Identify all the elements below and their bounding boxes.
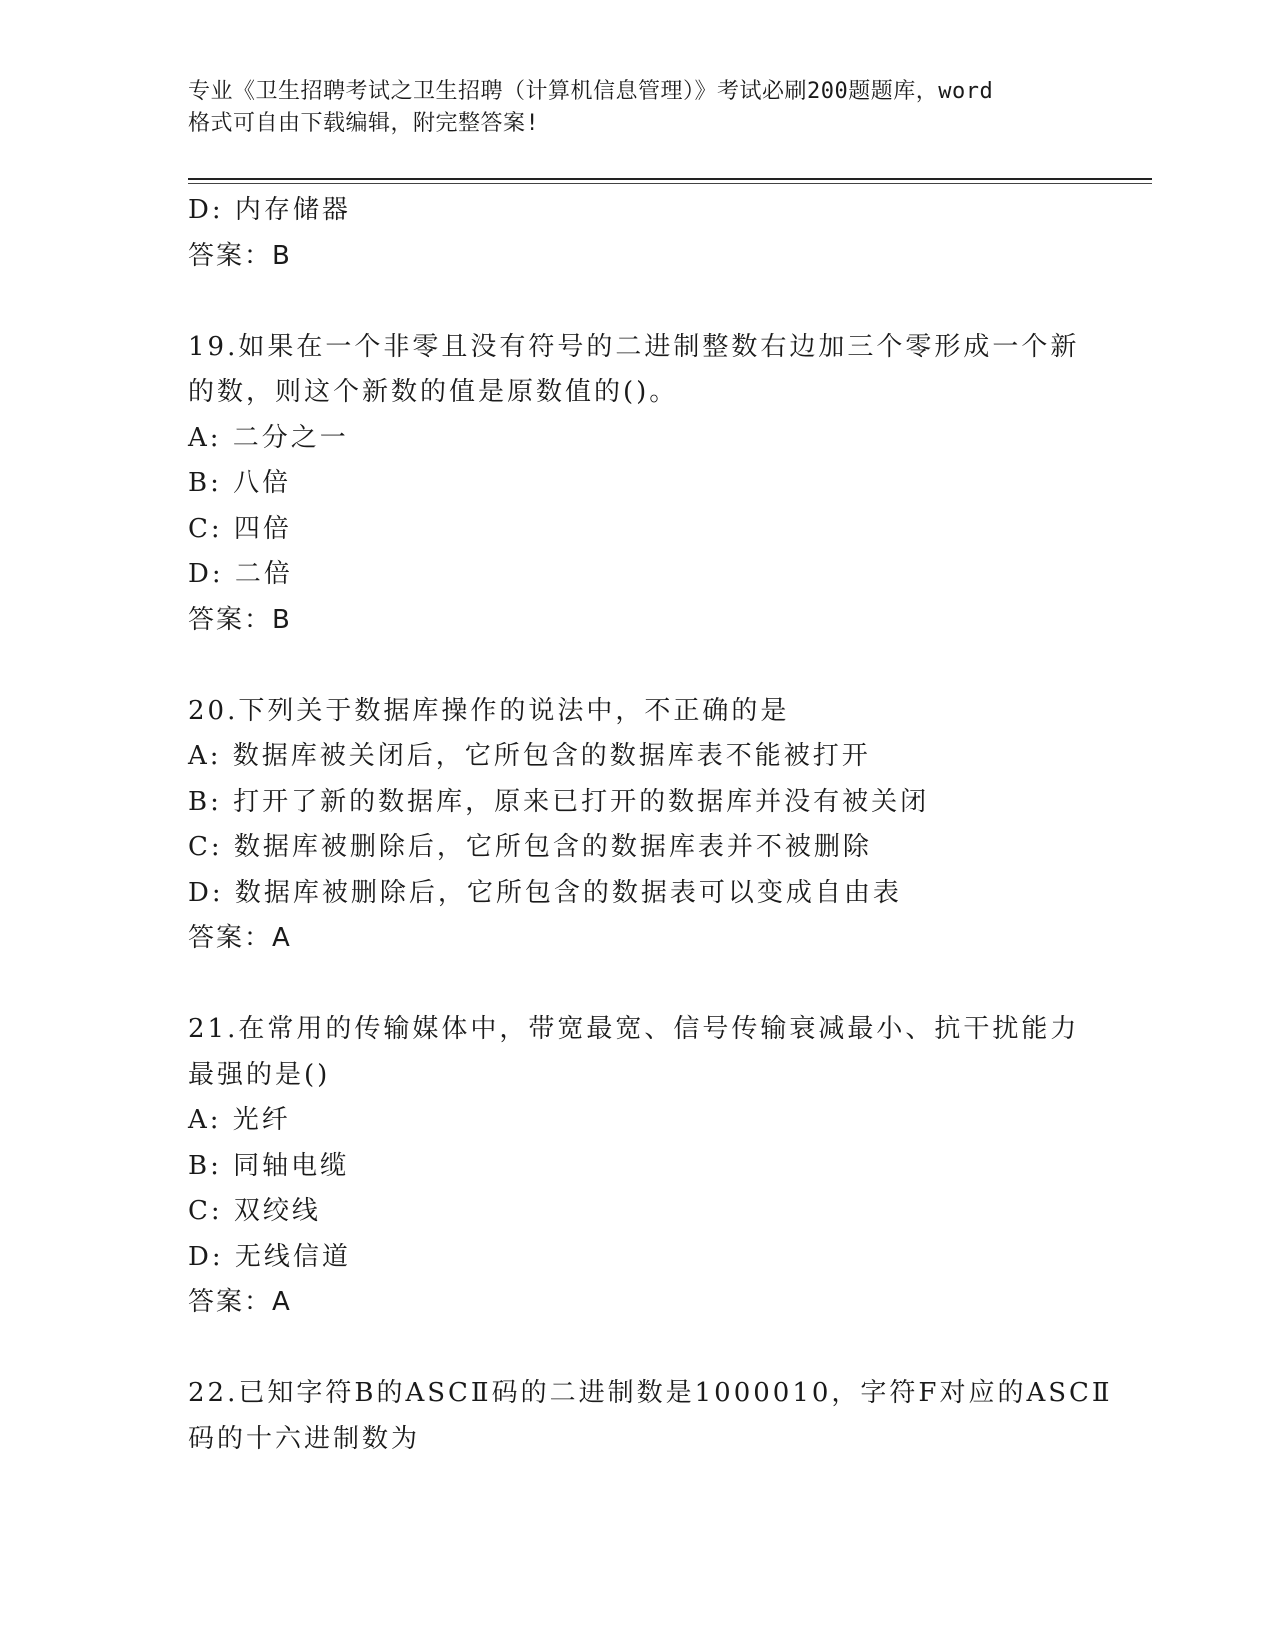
question-text-line: 20.下列关于数据库操作的说法中，不正确的是 <box>188 695 790 726</box>
option-d: D: 二倍 <box>188 559 293 589</box>
option-a: A: 数据库被关闭后，它所包含的数据库表不能被打开 <box>188 741 871 771</box>
answer: 答案：A <box>188 923 292 953</box>
option-a: A: 光纤 <box>188 1105 291 1135</box>
header-line-2: 格式可自由下载编辑，附完整答案! <box>188 111 540 136</box>
option-b: B: 八倍 <box>188 468 292 498</box>
spacer <box>188 962 1088 1008</box>
answer: 答案：B <box>188 240 292 271</box>
option-b: B: 同轴电缆 <box>188 1150 350 1181</box>
previous-question-tail <box>188 188 1088 279</box>
answer: 答案：A <box>188 1287 292 1317</box>
question-text-line: 最强的是() <box>188 1059 331 1090</box>
option-b: B: 打开了新的数据库，原来已打开的数据库并没有被关闭 <box>188 786 930 817</box>
question-22 <box>188 1371 1113 1462</box>
question-20 <box>188 689 1088 962</box>
option-a: A: 二分之一 <box>188 422 349 453</box>
question-21 <box>188 1007 1088 1326</box>
document-header <box>188 76 1088 140</box>
option-d: D: 数据库被删除后，它所包含的数据表可以变成自由表 <box>188 877 902 908</box>
answer: 答案：B <box>188 604 292 635</box>
question-text-line: 码的十六进制数为 <box>188 1423 421 1454</box>
question-text-line: 19.如果在一个非零且没有符号的二进制整数右边加三个零形成一个新 <box>188 331 1080 362</box>
option-c: C: 双绞线 <box>188 1196 321 1226</box>
question-text-line: 的数，则这个新数的值是原数值的()。 <box>188 377 679 407</box>
option-c: C: 四倍 <box>188 513 292 544</box>
spacer <box>188 279 1088 325</box>
header-line-1: 专业《卫生招聘考试之卫生招聘（计算机信息管理）》考试必刷200题题库，word <box>188 79 994 104</box>
header-rule-thin <box>188 183 1152 184</box>
question-list <box>188 188 1113 1462</box>
spacer <box>188 643 1088 689</box>
question-text-line: 21.在常用的传输媒体中，带宽最宽、信号传输衰减最小、抗干扰能力 <box>188 1014 1080 1044</box>
question-19 <box>188 325 1088 644</box>
header-rule-thick <box>188 178 1152 180</box>
question-text-line: 22.已知字符B的ASCⅡ码的二进制数是1000010，字符F对应的ASCⅡ <box>188 1378 1113 1408</box>
spacer <box>188 1326 1088 1372</box>
option-d: D: 内存储器 <box>188 195 351 225</box>
option-c: C: 数据库被删除后，它所包含的数据库表并不被删除 <box>188 832 872 862</box>
option-d: D: 无线信道 <box>188 1241 351 1272</box>
